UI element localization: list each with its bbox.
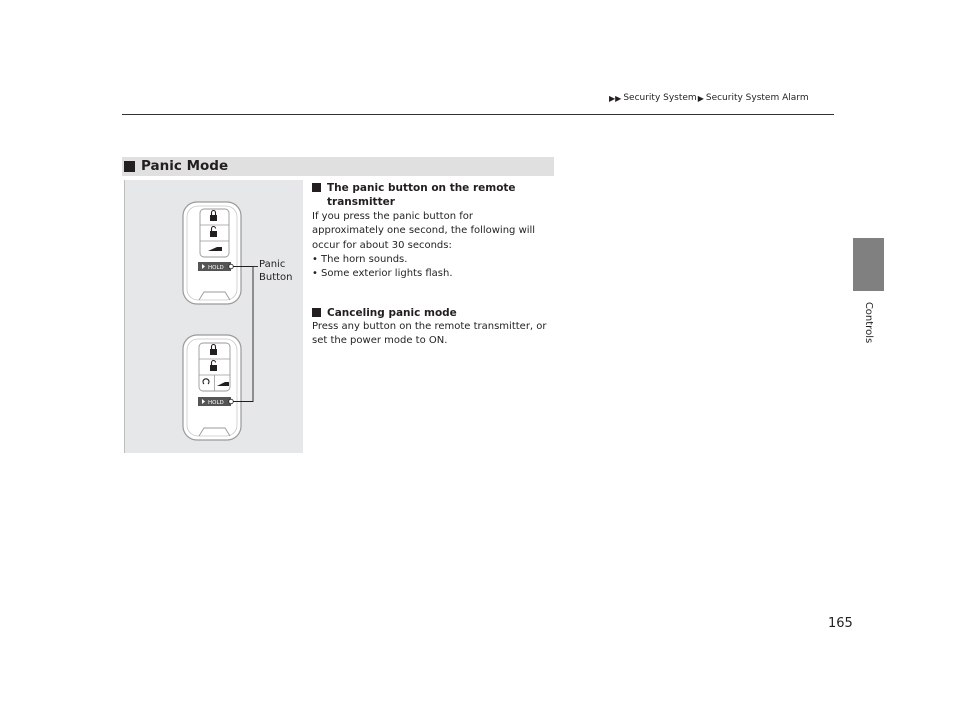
bullet-dot-icon: •	[312, 253, 318, 265]
bullet-text: The horn sounds.	[321, 253, 408, 265]
breadcrumb-arrow-icon: ▶	[697, 93, 704, 103]
canceling-section	[312, 306, 562, 349]
body-line: set the power mode to ON.	[312, 335, 448, 347]
heading-square-icon	[312, 183, 321, 192]
breadcrumb-item-security-system[interactable]: Security System	[623, 93, 697, 103]
body-line: approximately one second, the following will	[312, 225, 536, 237]
key-fob-illustration	[124, 180, 302, 453]
chapter-label-text: Controls	[863, 301, 875, 343]
bullet-dot-icon: •	[312, 268, 318, 280]
panic-button-section	[312, 181, 562, 281]
panic-button-callout	[259, 259, 293, 284]
breadcrumb-arrow-icon: ▶▶	[609, 93, 622, 103]
section-header	[122, 157, 554, 176]
callout-line-1: Panic	[259, 259, 286, 270]
breadcrumb-item-security-alarm[interactable]: Security System Alarm	[705, 93, 809, 103]
body-line: Press any button on the remote transmitter, or	[312, 321, 547, 332]
page-number: 165	[828, 616, 853, 631]
chapter-tab	[853, 238, 884, 291]
key-fob-bottom	[183, 335, 241, 440]
bullet-item	[312, 253, 562, 267]
heading-line-2: transmitter	[327, 196, 395, 208]
panic-button-heading	[312, 181, 562, 209]
heading-line-1: The panic button on the remote	[327, 182, 516, 194]
heading-square-icon	[312, 308, 321, 317]
panic-button-label: HOLD	[208, 400, 224, 406]
section-title: Panic Mode	[141, 158, 229, 174]
bullet-text: Some exterior lights flash.	[321, 268, 453, 280]
header-divider	[122, 114, 834, 115]
section-square-icon	[124, 161, 135, 172]
canceling-heading	[312, 306, 562, 320]
canceling-heading-text: Canceling panic mode	[327, 307, 457, 319]
chapter-label	[853, 292, 884, 352]
bullet-item	[312, 267, 562, 281]
key-fob-top	[183, 202, 241, 304]
panic-button-label: HOLD	[208, 265, 224, 271]
panic-button-description	[312, 210, 562, 253]
canceling-description	[312, 320, 562, 349]
body-line: occur for about 30 seconds:	[312, 239, 452, 251]
body-line: If you press the panic button for	[312, 211, 473, 222]
breadcrumb	[609, 93, 809, 103]
callout-line-2: Button	[259, 271, 293, 283]
